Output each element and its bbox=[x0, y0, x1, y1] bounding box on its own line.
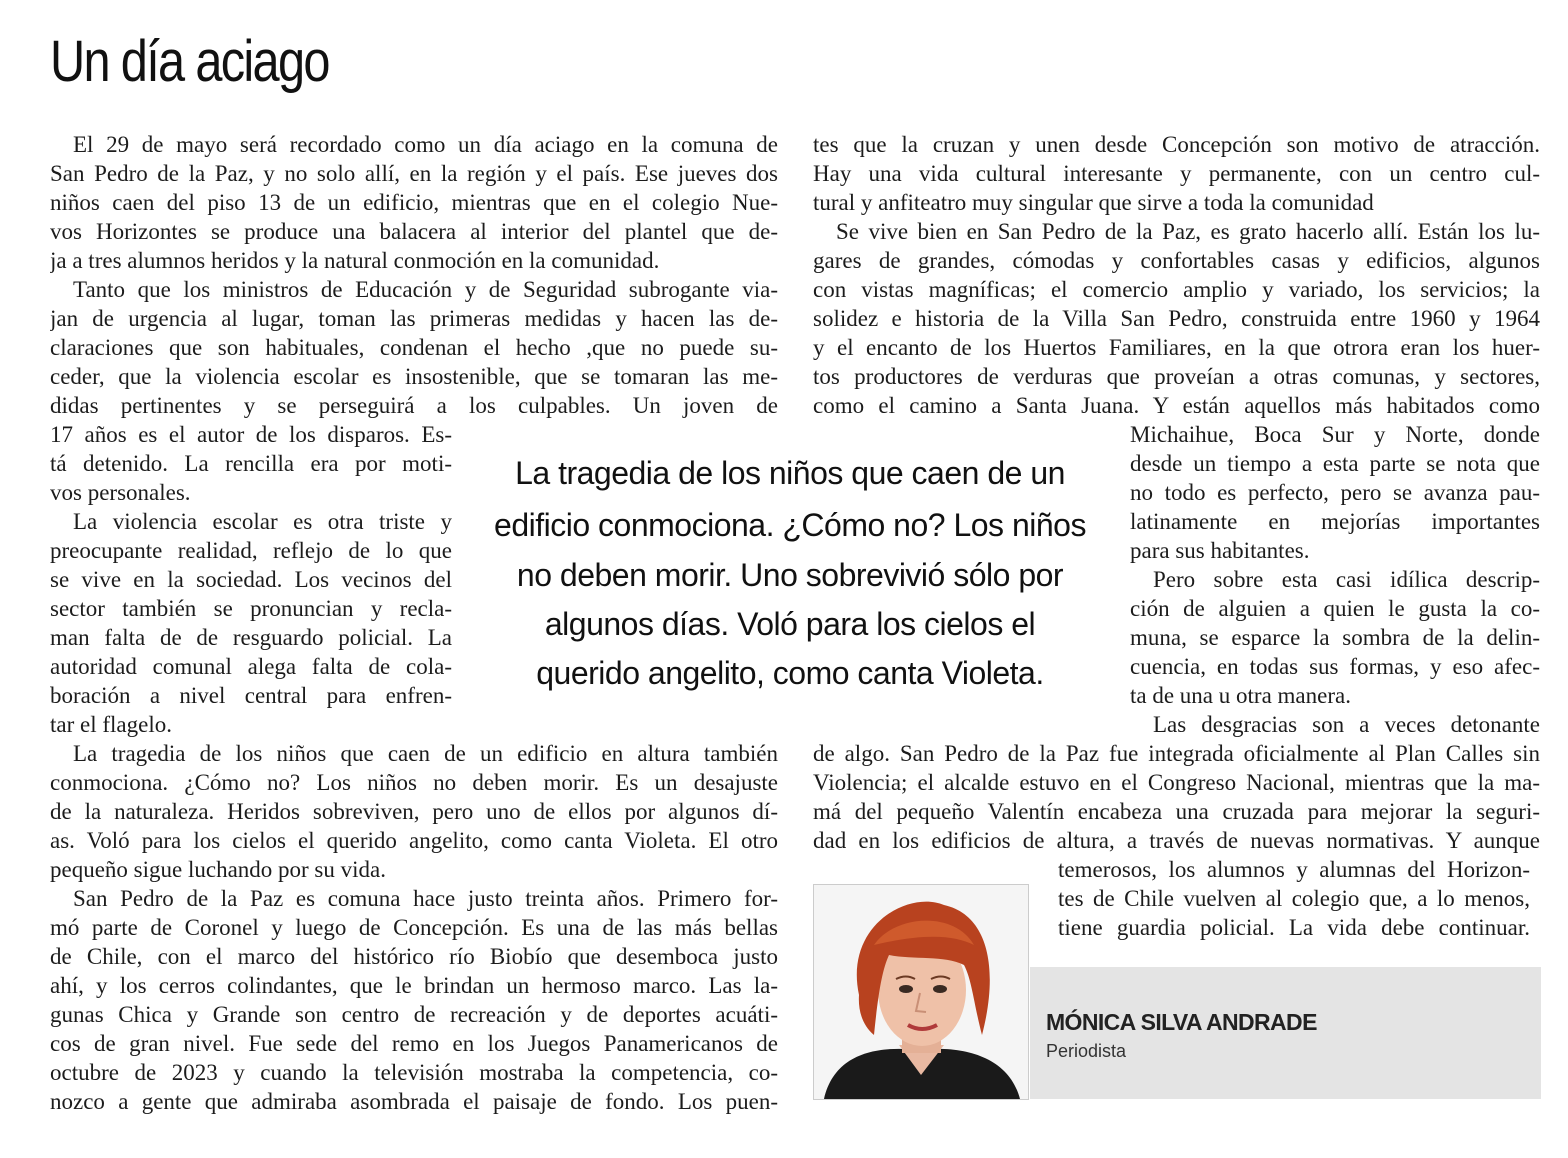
col1-line: conmociona. ¿Cómo no? Los niños no deben morir. Es un desajuste bbox=[50, 770, 778, 795]
pull-quote-line: edificio conmociona. ¿Cómo no? Los niños bbox=[494, 507, 1086, 543]
col1-line: mó parte de Coronel y luego de Concepción. Es una de las más bellas bbox=[50, 915, 778, 940]
pull-quote-line: querido angelito, como canta Violeta. bbox=[536, 655, 1044, 691]
col1-line: San Pedro de la Paz, y no solo allí, en la región y el país. Ese jueves dos bbox=[50, 161, 778, 186]
col1-line: de la naturaleza. Heridos sobreviven, pero uno de ellos por algunos dí- bbox=[50, 799, 778, 824]
col1-line: man falta de de resguardo policial. La bbox=[50, 625, 452, 650]
col1-line: octubre de 2023 y cuando la televisión mostraba la competencia, co- bbox=[50, 1060, 778, 1085]
col1-line: tá detenido. La rencilla era por moti- bbox=[50, 451, 452, 476]
col1-line: as. Voló para los cielos el querido angelito, como canta Violeta. El otro bbox=[50, 828, 778, 853]
col1-line: jan de urgencia al lugar, toman las primeras medidas y hacen las de- bbox=[50, 306, 778, 331]
col1-line: San Pedro de la Paz es comuna hace justo treinta años. Primero for- bbox=[73, 886, 778, 911]
col1-line: preocupante realidad, reflejo de lo que bbox=[50, 538, 452, 563]
col2-line: ta de una u otra manera. bbox=[1130, 683, 1351, 708]
col1-line: ceder, que la violencia escolar es insostenible, que se tomaran las me- bbox=[50, 364, 778, 389]
col2-line: desde un tiempo a esta parte se nota que bbox=[1130, 451, 1540, 476]
col1-line: autoridad comunal alega falta de cola- bbox=[50, 654, 452, 679]
col1-line: boración a nivel central para enfren- bbox=[50, 683, 452, 708]
col1-line: ahí, y los cerros colindantes, que le brindan un hermoso marco. Las la- bbox=[50, 973, 778, 998]
col1-line: ja a tres alumnos heridos y la natural conmoción en la comunidad. bbox=[50, 248, 660, 273]
pull-quote-line: no deben morir. Uno sobrevivió sólo por bbox=[516, 557, 1064, 593]
col1-line: 17 años es el autor de los disparos. Es- bbox=[50, 422, 452, 447]
col1-line: de Chile, con el marco del histórico río Biobío que desemboca justo bbox=[50, 944, 778, 969]
col2-line: Michaihue, Boca Sur y Norte, donde bbox=[1130, 422, 1540, 447]
col1-line: tar el flagelo. bbox=[50, 712, 172, 737]
pull-quote-line: algunos días. Voló para los cielos el bbox=[544, 606, 1036, 642]
col1-line: didas pertinentes y se perseguirá a los culpables. Un joven de bbox=[50, 393, 778, 418]
col2-line: temerosos, los alumnos y alumnas del Horizon- bbox=[1058, 857, 1530, 882]
col1-line: La violencia escolar es otra triste y bbox=[73, 509, 452, 534]
author-role: Periodista bbox=[1046, 1041, 1127, 1061]
pull-quote-line: La tragedia de los niños que caen de un bbox=[515, 455, 1065, 491]
col2-line: latinamente en mejorías importantes bbox=[1130, 509, 1540, 534]
col2-line: solidez e historia de la Villa San Pedro, construida entre 1960 y 1964 bbox=[813, 306, 1540, 331]
col1-line: vos Horizontes se produce una balacera al interior del plantel que de- bbox=[50, 219, 778, 244]
col1-line: claraciones que son habituales, condenan el hecho ,que no puede su- bbox=[50, 335, 778, 360]
col2-line: Pero sobre esta casi idílica descrip- bbox=[1153, 567, 1540, 592]
col1-line: niños caen del piso 13 de un edificio, mientras que en el colegio Nue- bbox=[50, 190, 778, 215]
col2-line: ción de alguien a quien le gusta la co- bbox=[1130, 596, 1540, 621]
col2-line: gares de grandes, cómodas y confortables casas y edificios, algunos bbox=[813, 248, 1540, 273]
col1-line: nozco a gente que admiraba asombrada el paisaje de fondo. Los puen- bbox=[50, 1089, 778, 1114]
col2-line: no todo es perfecto, pero se avanza pau- bbox=[1130, 480, 1540, 505]
col2-line: como el camino a Santa Juana. Y están aquellos más habitados como bbox=[813, 393, 1540, 418]
author-name: MÓNICA SILVA ANDRADE bbox=[1046, 1009, 1317, 1035]
col2-line: para sus habitantes. bbox=[1130, 538, 1310, 563]
col2-line: tes de Chile vuelven al colegio que, a lo menos, bbox=[1058, 886, 1530, 911]
col2-line: y el encanto de los Huertos Familiares, en la que otrora eran los huer- bbox=[813, 335, 1540, 360]
col1-line: Tanto que los ministros de Educación y de Seguridad subrogante via- bbox=[73, 277, 778, 302]
col1-line: vos personales. bbox=[50, 480, 191, 505]
col2-line: de algo. San Pedro de la Paz fue integrada oficialmente al Plan Calles sin bbox=[813, 741, 1540, 766]
col2-line: cuencia, en todas sus formas, y eso afec- bbox=[1130, 654, 1540, 679]
col2-line: tos productores de verduras que proveían a otras comunas, y sectores, bbox=[813, 364, 1540, 389]
col2-line: má del pequeño Valentín encabeza una cruzada para mejorar la seguri- bbox=[813, 799, 1540, 824]
col2-line: Hay una vida cultural interesante y permanente, con un centro cul- bbox=[813, 161, 1540, 186]
col2-line: tiene guardia policial. La vida debe continuar. bbox=[1058, 915, 1530, 940]
author-photo bbox=[813, 884, 1029, 1100]
article-headline: Un día aciago bbox=[50, 29, 329, 94]
col2-line: Se vive bien en San Pedro de la Paz, es grato hacerlo allí. Están los lu- bbox=[836, 219, 1540, 244]
col2-line: tes que la cruzan y unen desde Concepción son motivo de atracción. bbox=[813, 132, 1540, 157]
col1-line: gunas Chica y Grande son centro de recreación y de deportes acuáti- bbox=[50, 1002, 778, 1027]
col2-line: Violencia; el alcalde estuvo en el Congreso Nacional, mientras que la ma- bbox=[813, 770, 1540, 795]
col2-line: Las desgracias son a veces detonante bbox=[1153, 712, 1540, 737]
col1-line: cos de gran nivel. Fue sede del remo en los Juegos Panamericanos de bbox=[50, 1031, 778, 1056]
col2-line: con vistas magníficas; el comercio amplio y variado, los servicios; la bbox=[813, 277, 1540, 302]
col1-line: se vive en la sociedad. Los vecinos del bbox=[50, 567, 452, 592]
col2-line: dad en los edificios de altura, a través de nuevas normativas. Y aunque bbox=[813, 828, 1540, 853]
col1-line: El 29 de mayo será recordado como un día aciago en la comuna de bbox=[73, 132, 778, 157]
col1-line: sector también se pronuncian y recla- bbox=[50, 596, 452, 621]
col1-line: pequeño sigue luchando por su vida. bbox=[50, 857, 386, 882]
col2-line: muna, se esparce la sombra de la delin- bbox=[1130, 625, 1540, 650]
col1-line: La tragedia de los niños que caen de un edificio en altura también bbox=[73, 741, 778, 766]
col2-line: tural y anfiteatro muy singular que sirve a toda la comunidad bbox=[813, 190, 1374, 215]
